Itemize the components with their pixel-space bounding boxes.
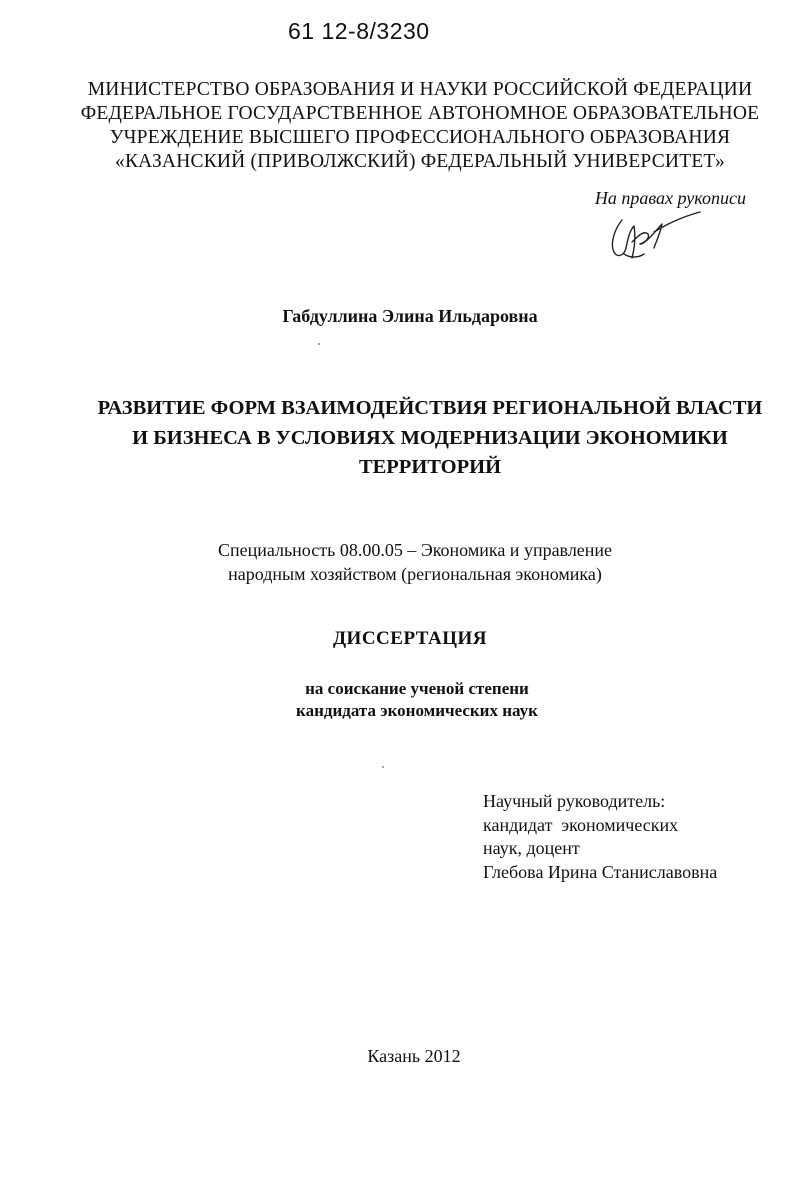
title-line: РАЗВИТИЕ ФОРМ ВЗАИМОДЕЙСТВИЯ РЕГИОНАЛЬНОЙ ВЛАСТИ [97,397,763,419]
dissertation-title [0,394,799,483]
supervisor-line: наук, доцент [483,838,580,858]
supervisor-line: Глебова Ирина Станиславовна [483,861,718,882]
scan-speck [382,766,384,768]
author-name: Габдуллина Элина Ильдаровна [282,306,538,326]
city-year: Казань 2012 [367,1046,461,1066]
specialty [0,538,799,586]
manuscript-note: На правах рукописи [594,188,746,208]
degree-line: на соискание ученой степени [305,679,529,698]
supervisor-line: кандидат экономических [483,814,679,835]
institution-line: «КАЗАНСКИЙ (ПРИВОЛЖСКИЙ) ФЕДЕРАЛЬНЫЙ УНИВЕРСИТЕТ» [115,151,725,172]
supervisor-block [483,790,717,884]
signature-icon [604,208,704,266]
title-line: ТЕРРИТОРИЙ [358,456,502,478]
title-line: И БИЗНЕСА В УСЛОВИЯХ МОДЕРНИЗАЦИИ ЭКОНОМИКИ [132,426,728,449]
call-number: 61 12-8/3230 [288,18,430,44]
institution-line: ФЕДЕРАЛЬНОЕ ГОСУДАРСТВЕННОЕ АВТОНОМНОЕ ОБРАЗОВАТЕЛЬНОЕ [80,103,760,124]
institution-line: УЧРЕЖДЕНИЕ ВЫСШЕГО ПРОФЕССИОНАЛЬНОГО ОБРАЗОВАНИЯ [109,127,731,148]
institution-header [40,78,799,174]
degree-line: кандидата экономических наук [296,701,538,720]
specialty-line: народным хозяйством (региональная экономика) [228,564,602,584]
document-type: ДИССЕРТАЦИЯ [332,628,488,649]
scan-speck [318,343,320,345]
supervisor-line: Научный руководитель: [483,791,666,811]
degree-sought [0,678,799,722]
institution-line: МИНИСТЕРСТВО ОБРАЗОВАНИЯ И НАУКИ РОССИЙСКОЙ ФЕДЕРАЦИИ [87,79,753,100]
specialty-line: Специальность 08.00.05 – Экономика и управление [217,540,613,560]
